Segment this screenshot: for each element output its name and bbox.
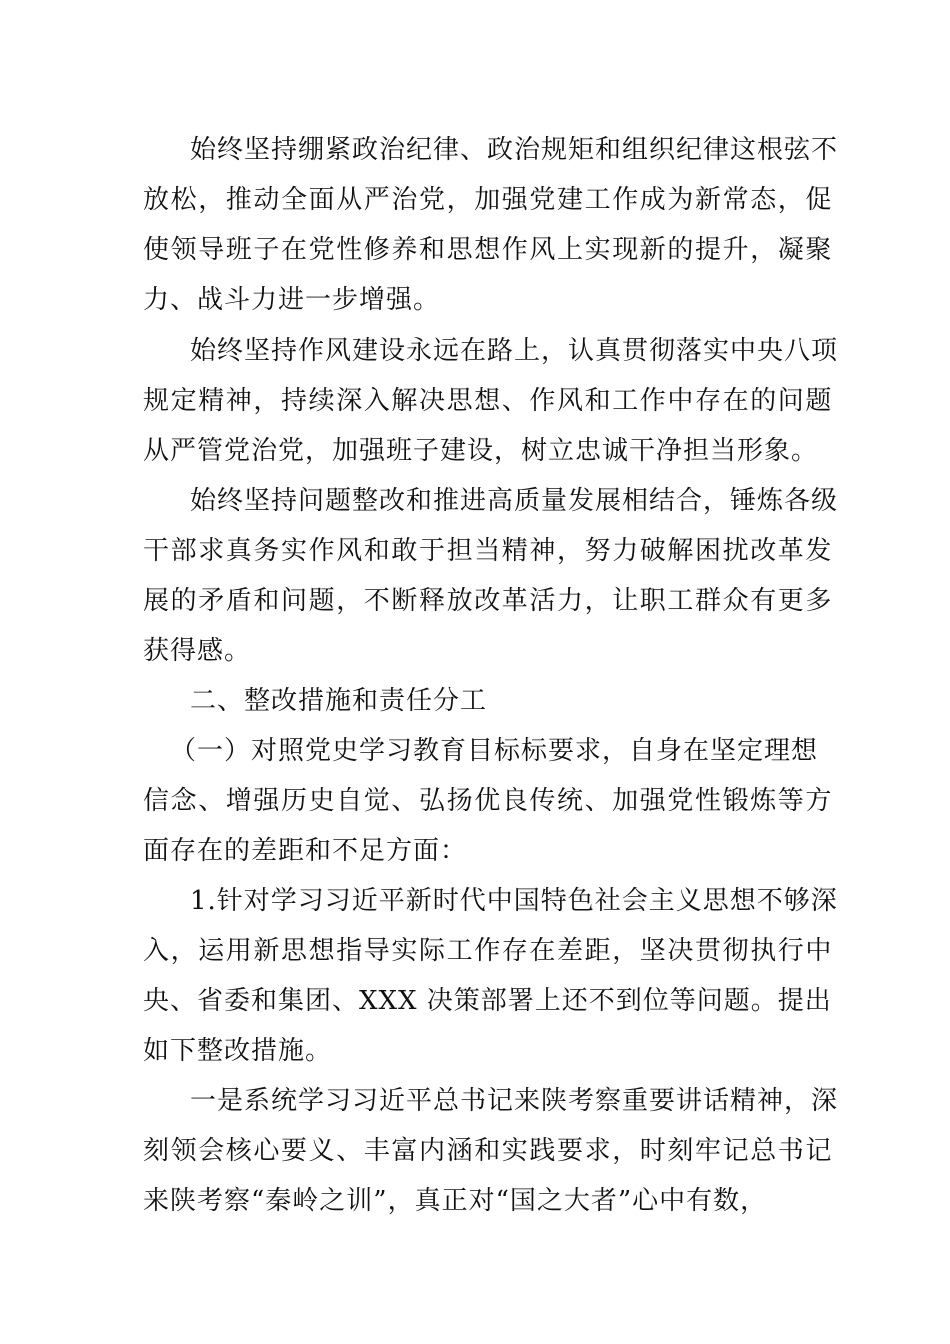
- paragraph-line: 力、战斗力进一步增强。: [143, 285, 441, 315]
- paragraph-line: 1.针对学习习近平新时代中国特色社会主义思想不够深: [190, 886, 838, 916]
- paragraph-line: 刻领会核心要义、丰富内涵和实践要求，时刻牢记总书记: [143, 1136, 834, 1166]
- paragraph-line: 始终坚持绷紧政治纪律、政治规矩和组织纪律这根弦不: [190, 135, 839, 165]
- paragraph-line: 一是系统学习习近平总书记来陕考察重要讲话精神，深: [190, 1086, 839, 1116]
- paragraph-line: 获得感。: [143, 636, 252, 666]
- paragraph-line: 面存在的差距和不足方面：: [143, 836, 468, 866]
- section-heading: 二、整改措施和责任分工: [190, 686, 488, 716]
- paragraph-line: 使领导班子在党性修养和思想作风上实现新的提升，凝聚: [143, 235, 834, 265]
- paragraph-line: 放松，推动全面从严治党，加强党建工作成为新常态，促: [143, 185, 834, 215]
- paragraph-line: 始终坚持作风建设永远在路上，认真贯彻落实中央八项: [190, 336, 839, 366]
- paragraph-line: 始终坚持问题整改和推进高质量发展相结合，锤炼各级: [190, 486, 839, 516]
- paragraph-line: 央、省委和集团、XXX 决策部署上还不到位等问题。提出: [143, 986, 832, 1016]
- paragraph-line: 入，运用新思想指导实际工作存在差距，坚决贯彻执行中: [143, 936, 834, 966]
- paragraph-line: 规定精神，持续深入解决思想、作风和工作中存在的问题: [143, 386, 834, 416]
- paragraph-line: 从严管党治党，加强班子建设，树立忠诚干净担当形象。: [143, 436, 819, 466]
- paragraph-line: 来陕考察“秦岭之训”，真正对“国之大者”心中有数，: [143, 1186, 768, 1216]
- paragraph-line: （一）对照党史学习教育目标标要求，自身在坚定理想: [170, 736, 819, 766]
- paragraph-line: 信念、增强历史自觉、弘扬优良传统、加强党性锻炼等方: [143, 786, 834, 816]
- paragraph-line: 干部求真务实作风和敢于担当精神，努力破解困扰改革发: [143, 536, 834, 566]
- paragraph-line: 展的矛盾和问题，不断释放改革活力，让职工群众有更多: [143, 586, 834, 616]
- paragraph-line: 如下整改措施。: [143, 1036, 333, 1066]
